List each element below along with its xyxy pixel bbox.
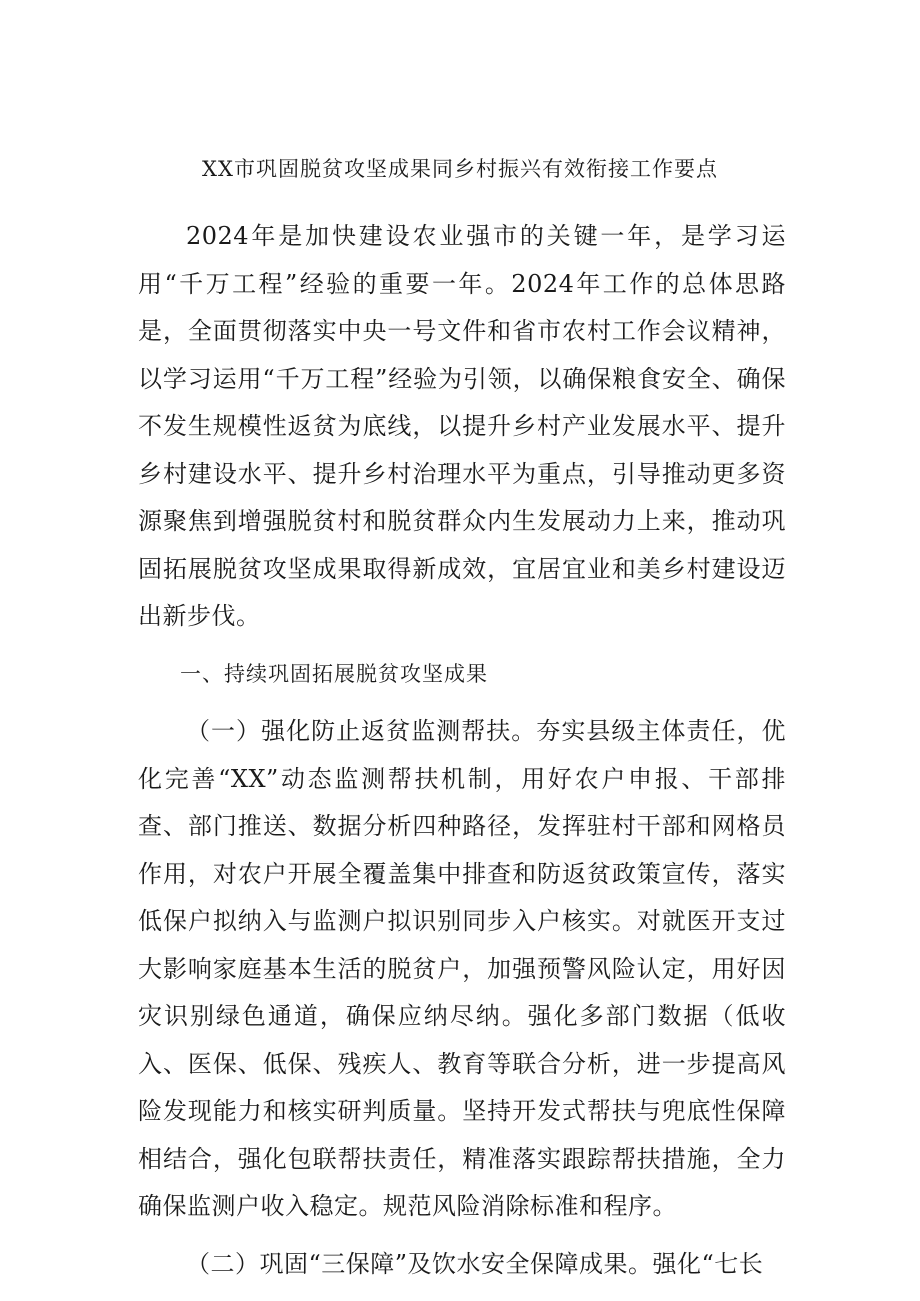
intro-paragraph: 2024年是加快建设农业强市的关键一年，是学习运用“千万工程”经验的重要一年。2024年工作的总体思路是，全面贯彻落实中央一号文件和省市农村工作会议精神，以学习运用“千万工程”经验为引领，以确保粮食安全、确保不发生规模性返贫为底线，以提升乡村产业发展水平、提升乡村建设水平、提升乡村治理水平为重点，引导推动更多资源聚焦到增强脱贫村和脱贫群众内生发展动力上来，推动巩固拓展脱贫攻坚成果取得新成效，宜居宜业和美乡村建设迈出新步伐。	[138, 222, 786, 630]
item-paragraph-1: （一）强化防止返贫监测帮扶。夯实县级主体责任，优化完善“XX”动态监测帮扶机制，用好农户申报、干部排查、部门推送、数据分析四种路径，发挥驻村干部和网格员作用，对农户开展全覆盖集中排查和防返贫政策宣传，落实低保户拟纳入与监测户拟识别同步入户核实。对就医开支过大影响家庭基本生活的脱贫户，加强预警风险认定，用好因灾识别绿色通道，确保应纳尽纳。强化多部门数据（低收入、医保、低保、残疾人、教育等联合分析，进一步提高风险发现能力和核实研判质量。坚持开发式帮扶与兜底性保障相结合，强化包联帮扶责任，精准落实跟踪帮扶措施，全力确保监测户收入稳定。规范风险消除标准和程序。	[138, 717, 786, 1220]
document-body	[138, 213, 786, 1298]
item-paragraph-2: （二）巩固“三保障”及饮水安全保障成果。强化“七长	[186, 1249, 764, 1278]
document-title: XX市巩固脱贫攻坚成果同乡村振兴有效衔接工作要点	[202, 157, 718, 181]
section-heading: 一、持续巩固拓展脱贫攻坚成果	[180, 661, 488, 686]
